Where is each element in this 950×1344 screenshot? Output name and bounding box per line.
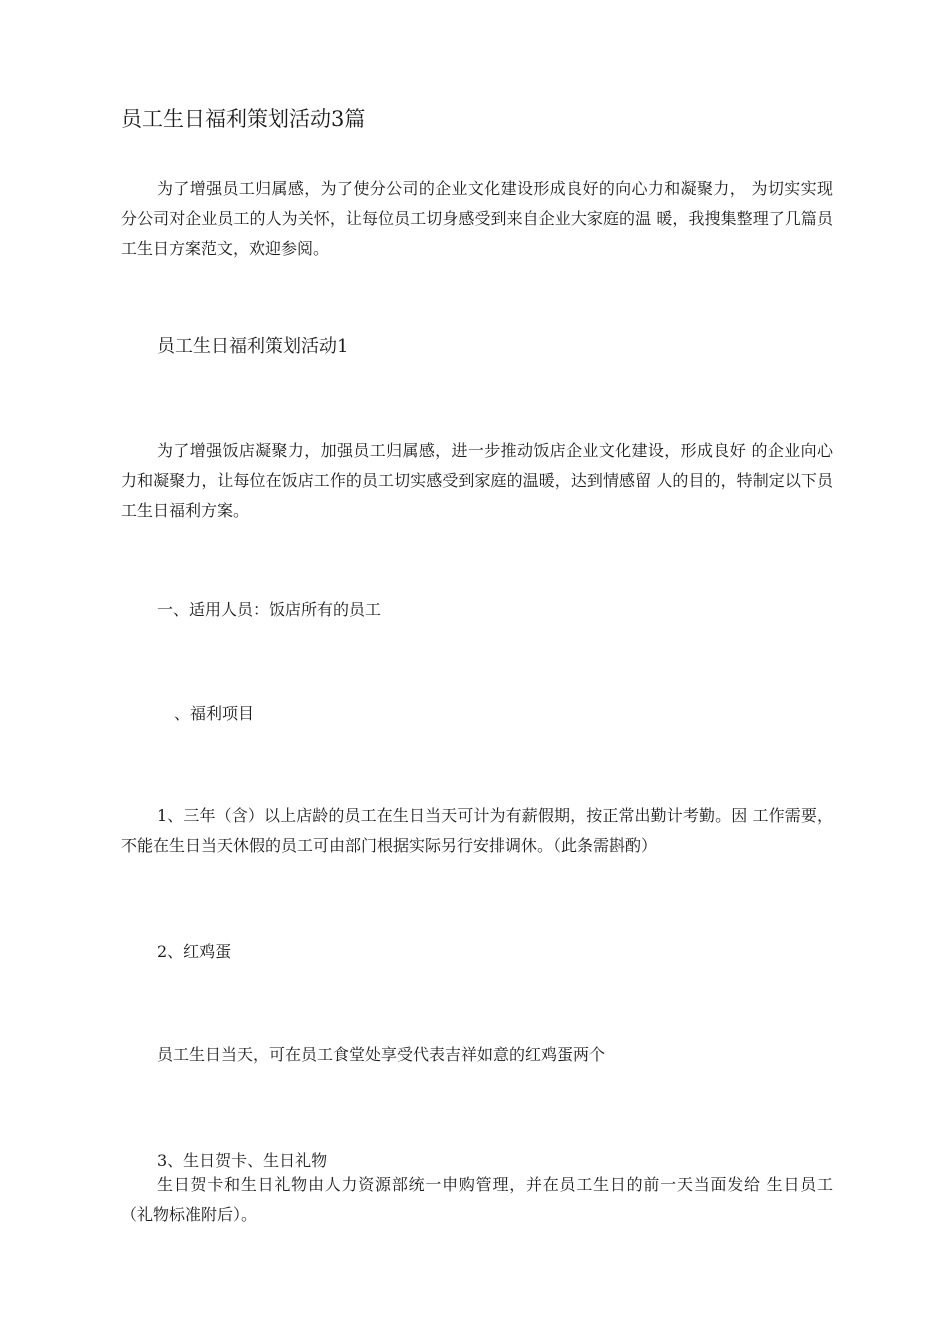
intro-paragraph: 为了增强员工归属感，为了使分公司的企业文化建设形成良好的向心力和凝聚力， 为切实实现分公司对企业员工的人为关怀，让每位员工切身感受到来自企业大家庭的温 暖，我搜集整理了几篇员工生日方案范文，欢迎参阅。 xyxy=(121,179,833,258)
benefit-item-1: 1、三年（含）以上店龄的员工在生日当天可计为有薪假期，按正常出勤计考勤。因 工作需要，不能在生日当天休假的员工可由部门根据实际另行安排调休。（此条需斟酌） xyxy=(121,806,833,855)
benefit-item-2-heading: 2、红鸡蛋 xyxy=(157,942,232,961)
section-heading: 员工生日福利策划活动1 xyxy=(157,336,349,357)
purpose-paragraph: 为了增强饭店凝聚力，加强员工归属感，进一步推动饭店企业文化建设，形成良好 的企业向心力和凝聚力，让每位在饭店工作的员工切实感受到家庭的温暖，达到情感留 人的目的，特制定以下员工生日福利方案。 xyxy=(121,441,833,520)
scope-line: 一、适用人员：饭店所有的员工 xyxy=(157,600,382,619)
benefit-item-3-text: 生日贺卡和生日礼物由人力资源部统一申购管理，并在员工生日的前一天当面发给 生日员工（礼物标准附后）。 xyxy=(121,1175,833,1224)
benefit-item-2-text: 员工生日当天，可在员工食堂处享受代表吉祥如意的红鸡蛋两个 xyxy=(157,1045,606,1064)
benefit-item-3-heading: 3、生日贺卡、生日礼物 xyxy=(157,1151,328,1170)
document-title: 员工生日福利策划活动3篇 xyxy=(121,107,366,131)
benefits-heading: 、福利项目 xyxy=(174,704,255,723)
